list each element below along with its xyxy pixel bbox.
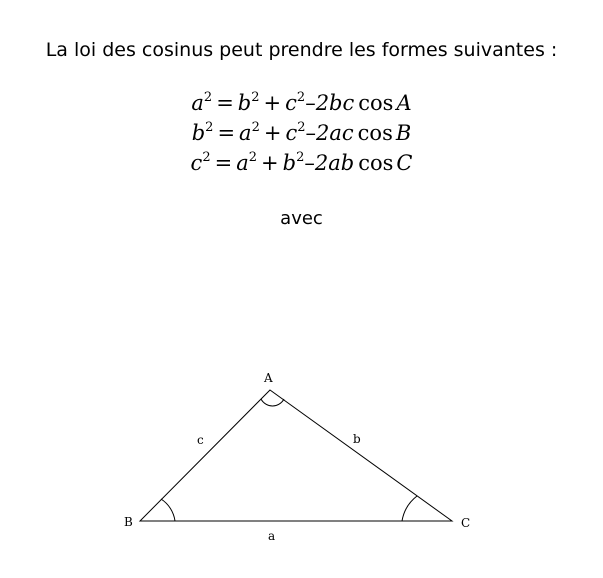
equals-sign: = xyxy=(216,91,234,115)
formula-coefficient: 2ac xyxy=(316,121,354,145)
cos-function: cos xyxy=(358,151,394,175)
formula-term: c xyxy=(285,121,298,145)
plus-sign: + xyxy=(263,121,282,145)
cos-function: cos xyxy=(357,121,393,145)
angle-arc-c xyxy=(402,496,417,521)
side-label-a: a xyxy=(268,529,276,543)
formula-lhs: c xyxy=(190,151,203,175)
formula-coefficient: 2bc xyxy=(315,91,355,115)
exponent: 2 xyxy=(205,120,214,135)
minus-sign: – xyxy=(305,91,316,115)
plus-sign: + xyxy=(261,151,279,175)
formula-term: b xyxy=(282,151,297,175)
formula-term: a xyxy=(239,121,252,145)
intro-text: La loi des cosinus peut prendre les formes suivantes : xyxy=(45,39,558,61)
formula-angle: A xyxy=(396,91,412,115)
exponent: 2 xyxy=(297,120,306,135)
side-label-c: c xyxy=(197,433,204,447)
minus-sign: – xyxy=(305,121,317,145)
equals-sign: = xyxy=(214,151,233,175)
exponent: 2 xyxy=(296,90,306,105)
formula-term: c xyxy=(285,91,297,115)
exponent: 2 xyxy=(251,120,260,135)
exponent: 2 xyxy=(202,150,211,165)
exponent: 2 xyxy=(248,150,258,165)
exponent: 2 xyxy=(296,150,305,165)
cos-function: cos xyxy=(358,91,394,115)
minus-sign: – xyxy=(304,151,315,175)
vertex-label-a: A xyxy=(264,371,273,385)
formula-term: a xyxy=(236,151,249,175)
formula-lhs: a xyxy=(191,91,204,115)
plus-sign: + xyxy=(263,91,282,115)
triangle-outline xyxy=(140,390,452,521)
exponent: 2 xyxy=(251,90,260,105)
avec-text: avec xyxy=(280,208,323,229)
formula-lhs: b xyxy=(191,121,206,145)
vertex-label-b: B xyxy=(124,515,133,529)
formula-angle: C xyxy=(396,151,413,175)
angle-arc-a xyxy=(261,399,284,406)
side-label-b: b xyxy=(353,432,361,446)
formula-angle: B xyxy=(395,121,412,145)
equals-sign: = xyxy=(217,121,236,145)
exponent: 2 xyxy=(203,90,213,105)
formula-coefficient: 2ab xyxy=(314,151,355,175)
angle-arc-b xyxy=(161,499,175,521)
vertex-label-c: C xyxy=(461,516,471,530)
formula-term: b xyxy=(237,91,252,115)
